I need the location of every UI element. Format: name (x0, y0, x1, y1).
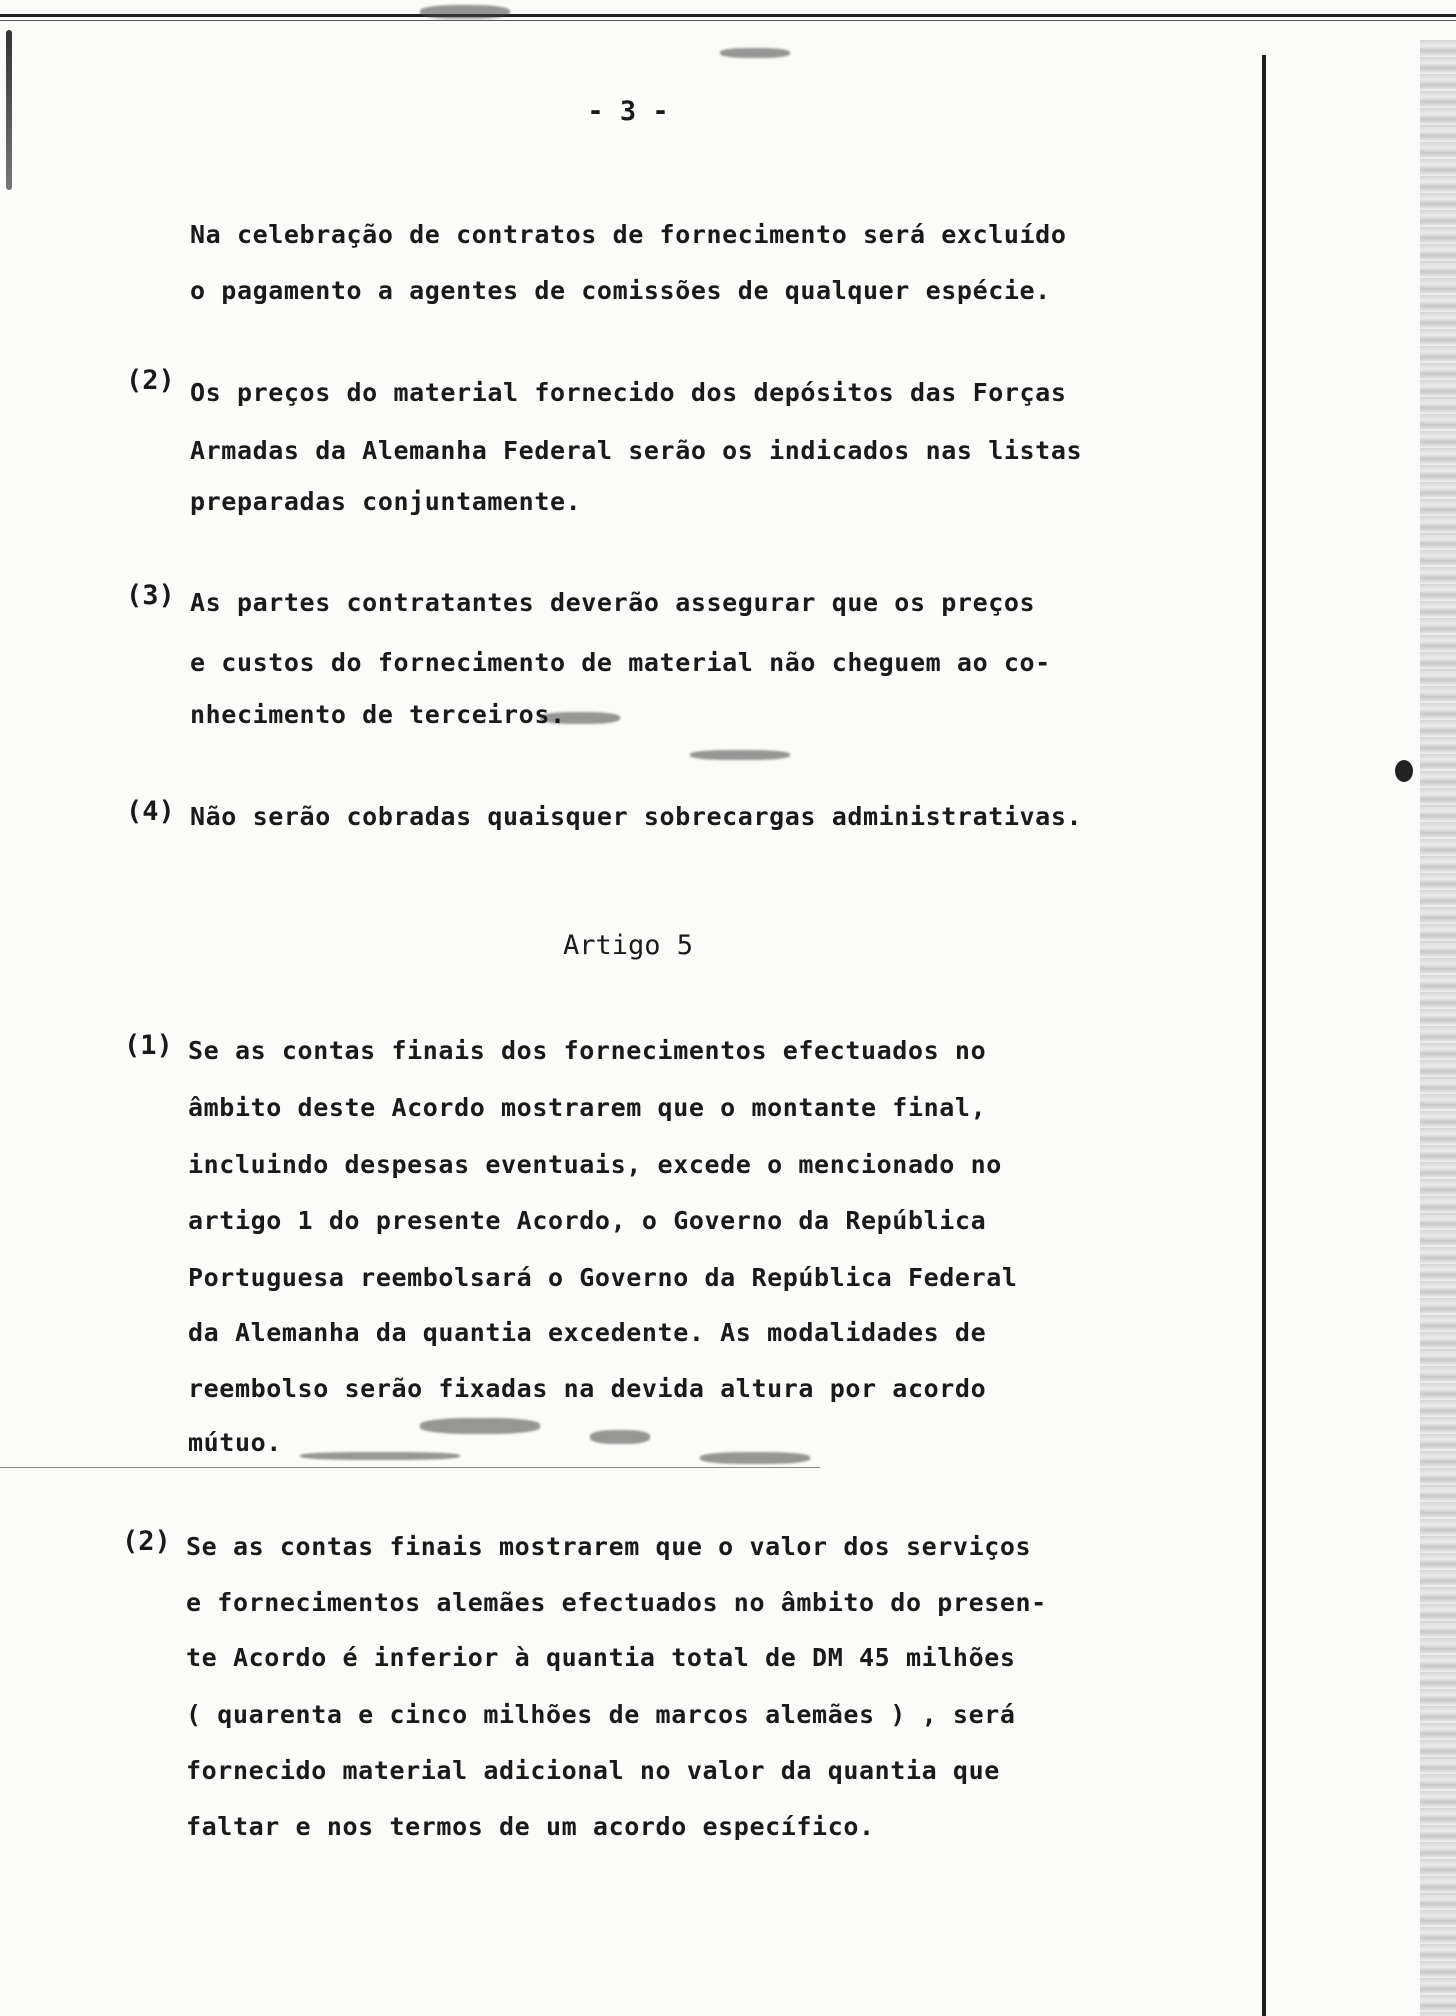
text-line: da Alemanha da quantia excedente. As modalidades de (188, 1318, 987, 1347)
text-line: Se as contas finais mostrarem que o valor dos serviços (186, 1532, 1032, 1561)
paragraph-marker: (4) (126, 796, 175, 827)
scan-blot (420, 5, 510, 19)
text-line: As partes contratantes deverão assegurar que os preços (190, 588, 1036, 617)
paragraph-marker: (3) (126, 580, 175, 611)
text-line: preparadas conjuntamente. (190, 487, 582, 516)
text-line: Portuguesa reembolsará o Governo da República Federal (188, 1263, 1018, 1292)
text-line: incluindo despesas eventuais, excede o mencionado no (188, 1150, 1002, 1179)
text-line: Não serão cobradas quaisquer sobrecargas administrativas. (190, 802, 1083, 831)
text-line: Os preços do material fornecido dos depósitos das Forças (190, 378, 1067, 407)
margin-vertical-line (1262, 55, 1266, 2016)
text-line: ( quarenta e cinco milhões de marcos alemães ) , será (186, 1700, 1016, 1729)
text-line: e custos do fornecimento de material não cheguem ao co- (190, 648, 1051, 677)
text-line: fornecido material adicional no valor da quantia que (186, 1756, 1000, 1785)
scan-blot (420, 1418, 540, 1434)
text-line: reembolso serão fixadas na devida altura por acordo (188, 1374, 987, 1403)
text-line: faltar e nos termos de um acordo específico. (186, 1812, 875, 1841)
text-line: te Acordo é inferior à quantia total de DM 45 milhões (186, 1643, 1016, 1672)
scan-top-rule (0, 14, 1456, 17)
scan-blot (720, 48, 790, 58)
scan-blot (300, 1452, 460, 1460)
paragraph-marker: (2) (126, 365, 175, 396)
text-line: Armadas da Alemanha Federal serão os indicados nas listas (190, 436, 1083, 465)
text-line: e fornecimentos alemães efectuados no âmbito do presen- (186, 1588, 1047, 1617)
text-line: mútuo. (188, 1428, 282, 1457)
scan-blot (690, 750, 790, 760)
paragraph-marker: (2) (122, 1526, 171, 1557)
article-heading: Artigo 5 (562, 930, 694, 961)
text-line: Na celebração de contratos de fornecimento será excluído (190, 220, 1067, 249)
paragraph-marker: (1) (124, 1030, 173, 1061)
text-line: âmbito deste Acordo mostrarem que o montante final, (188, 1093, 987, 1122)
scan-blot (700, 1452, 810, 1464)
scan-blot (590, 1430, 650, 1444)
text-line: o pagamento a agentes de comissões de qualquer espécie. (190, 276, 1051, 305)
page-number: - 3 - (587, 96, 669, 127)
text-line: artigo 1 do presente Acordo, o Governo da República (188, 1206, 987, 1235)
scan-right-edge-strip (1420, 40, 1456, 2016)
scan-faint-rule (0, 1467, 820, 1468)
scan-top-rule-thin (0, 20, 1456, 21)
text-line: Se as contas finais dos fornecimentos efectuados no (188, 1036, 987, 1065)
text-line: nhecimento de terceiros. (190, 700, 566, 729)
scan-speck (1395, 760, 1413, 782)
